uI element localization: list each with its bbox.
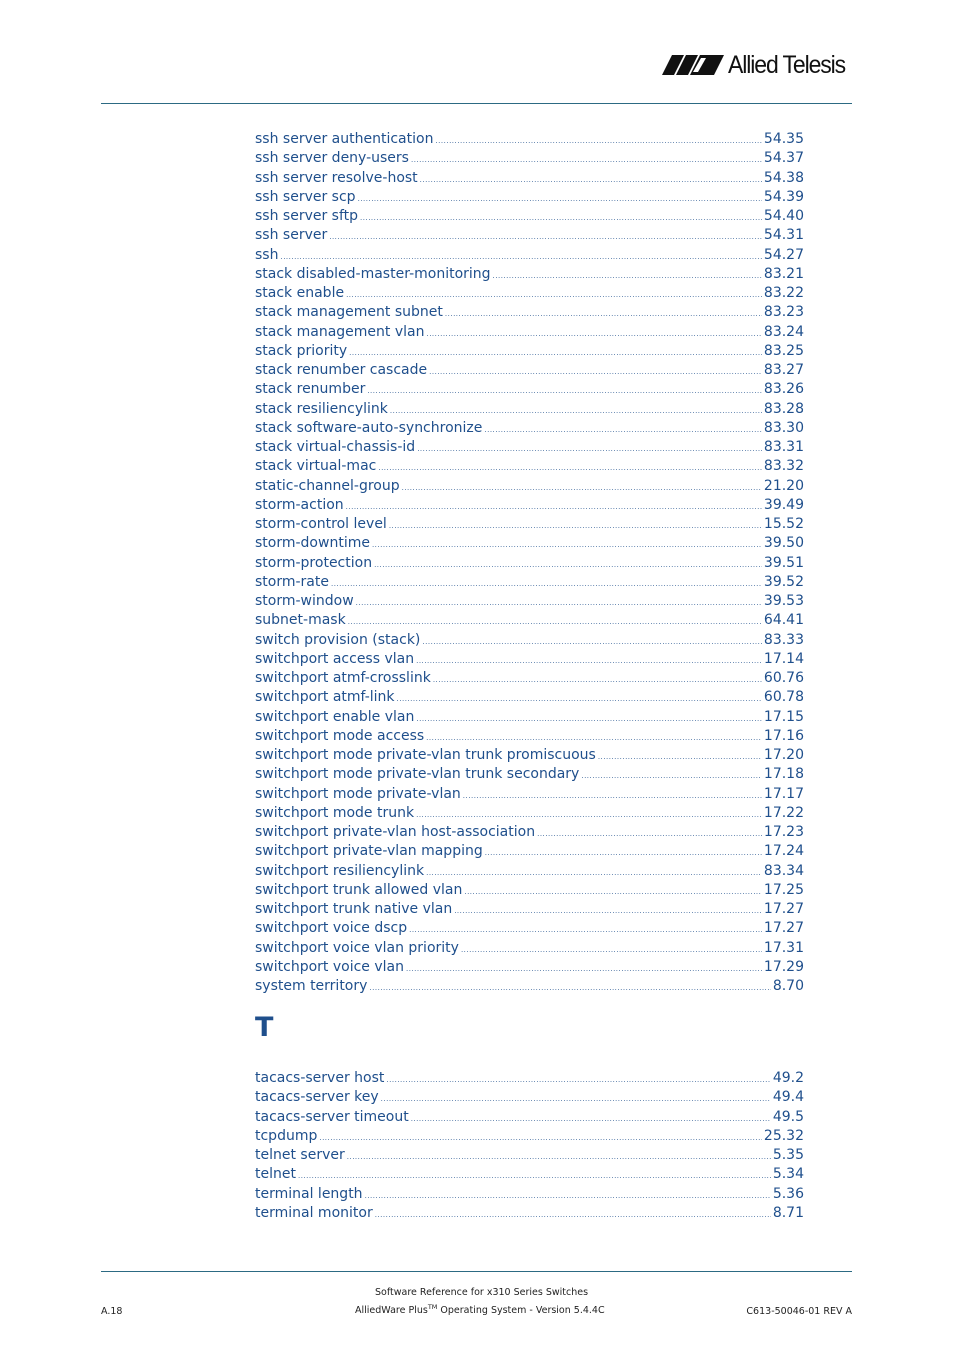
dot-leader: [319, 1129, 762, 1148]
dot-leader: [360, 209, 762, 228]
index-page-link[interactable]: 17.18: [763, 766, 804, 783]
index-term-link[interactable]: ssh server authentication: [255, 131, 434, 147]
index-page-link[interactable]: 83.25: [763, 342, 804, 359]
index-term-link[interactable]: stack virtual-chassis-id: [255, 439, 416, 455]
index-page-link[interactable]: 49.4: [772, 1089, 804, 1106]
dot-leader: [598, 748, 762, 767]
index-list-s: [255, 130, 804, 996]
footer-doc-id: C613-50046-01 REV A: [746, 1306, 852, 1317]
index-entry[interactable]: [255, 900, 804, 919]
dot-leader: [397, 690, 762, 709]
index-page-link[interactable]: 60.78: [763, 689, 804, 706]
dot-leader: [386, 1071, 770, 1090]
index-entry[interactable]: [255, 611, 804, 630]
dot-leader: [374, 556, 762, 575]
footer-product: AlliedWare Plus: [355, 1305, 428, 1317]
index-page-link[interactable]: 83.34: [763, 862, 804, 879]
index-term-link[interactable]: stack management vlan: [255, 323, 425, 340]
index-term-link[interactable]: stack renumber cascade: [255, 362, 428, 378]
index-entry[interactable]: [255, 207, 804, 226]
dot-leader: [426, 864, 762, 883]
index-entry[interactable]: [255, 265, 804, 284]
index-entry[interactable]: [255, 977, 804, 996]
index-page-link[interactable]: 8.71: [772, 1204, 804, 1221]
dot-leader: [356, 594, 762, 613]
dot-leader: [329, 228, 762, 247]
index-page-link[interactable]: 39.49: [763, 496, 804, 513]
index-entry[interactable]: [255, 1088, 804, 1107]
index-page-link[interactable]: 17.22: [763, 804, 804, 821]
dot-leader: [347, 1148, 771, 1167]
index-page-link[interactable]: 5.34: [772, 1166, 804, 1183]
dot-leader: [493, 267, 762, 286]
index-term-link[interactable]: switchport trunk native vlan: [255, 901, 453, 917]
dot-leader: [381, 1090, 771, 1109]
index-page-link[interactable]: 39.52: [763, 573, 804, 590]
index-term-link[interactable]: subnet-mask: [255, 612, 346, 629]
index-term-link[interactable]: storm-control level: [255, 516, 387, 532]
dot-leader: [429, 363, 762, 382]
index-page-link[interactable]: 83.27: [763, 362, 804, 378]
index-page-link[interactable]: 25.32: [763, 1127, 804, 1144]
dot-leader: [461, 941, 762, 960]
allied-telesis-logo: [662, 50, 855, 80]
dot-leader: [346, 498, 762, 517]
index-term-link[interactable]: storm-downtime: [255, 535, 370, 552]
index-entry[interactable]: [255, 631, 804, 650]
index-entry[interactable]: [255, 1204, 804, 1223]
index-term-link[interactable]: switchport mode private-vlan trunk secondary: [255, 766, 580, 783]
dot-leader: [426, 325, 761, 344]
index-term-link[interactable]: storm-action: [255, 496, 344, 513]
section-heading-t: T: [255, 1012, 274, 1043]
dot-leader: [372, 536, 762, 555]
index-entry[interactable]: [255, 284, 804, 303]
index-page-link[interactable]: 60.76: [763, 670, 804, 686]
index-term-link[interactable]: switchport private-vlan host-association: [255, 824, 536, 840]
index-term-link[interactable]: stack virtual-mac: [255, 458, 377, 475]
dot-leader: [433, 671, 762, 690]
index-page-link[interactable]: 54.38: [763, 169, 804, 186]
index-term-link[interactable]: switchport resiliencylink: [255, 862, 425, 879]
dot-leader: [445, 305, 762, 324]
dot-leader: [369, 979, 770, 998]
logo-wordmark: Allied Telesis: [728, 51, 846, 79]
index-page-link[interactable]: 39.50: [763, 535, 804, 552]
dot-leader: [416, 652, 762, 671]
footer-trademark: TM: [427, 1303, 438, 1311]
index-entry[interactable]: [255, 419, 804, 438]
index-term-link[interactable]: switchport atmf-link: [255, 689, 395, 706]
index-term-link[interactable]: ssh server sftp: [255, 208, 359, 224]
index-entry[interactable]: [255, 823, 804, 842]
index-entry[interactable]: [255, 438, 804, 457]
index-entry[interactable]: [255, 1165, 804, 1184]
dot-leader: [367, 382, 762, 401]
dot-leader: [417, 440, 762, 459]
index-page-link[interactable]: 54.39: [763, 188, 804, 205]
dot-leader: [463, 787, 762, 806]
dot-leader: [435, 132, 761, 151]
footer-title: Software Reference for x310 Series Switches: [375, 1287, 589, 1298]
index-page-link[interactable]: 21.20: [763, 477, 804, 494]
index-term-link[interactable]: ssh server deny-users: [255, 150, 409, 167]
index-entry[interactable]: [255, 958, 804, 977]
index-term-link[interactable]: stack resiliencylink: [255, 400, 388, 417]
index-page-link[interactable]: 8.70: [772, 978, 804, 994]
dot-leader: [411, 1110, 771, 1129]
index-page-link[interactable]: 49.5: [772, 1108, 804, 1125]
index-entry[interactable]: [255, 1127, 804, 1146]
index-page-link[interactable]: 83.22: [763, 285, 804, 301]
index-term-link[interactable]: stack management subnet: [255, 304, 443, 321]
index-term-link[interactable]: switchport access vlan: [255, 650, 415, 667]
index-page-link[interactable]: 83.33: [763, 631, 804, 648]
index-term-link[interactable]: stack priority: [255, 342, 348, 359]
index-term-link[interactable]: ssh server resolve-host: [255, 169, 418, 186]
index-entry[interactable]: [255, 188, 804, 207]
dot-leader: [485, 844, 762, 863]
index-term-link[interactable]: switchport voice dscp: [255, 920, 408, 937]
dot-leader: [358, 190, 762, 209]
index-page-link[interactable]: 17.29: [763, 958, 804, 975]
index-entry[interactable]: [255, 592, 804, 611]
index-term-link[interactable]: storm-window: [255, 593, 354, 609]
index-term-link[interactable]: switch provision (stack): [255, 631, 421, 648]
index-entry[interactable]: [255, 457, 804, 476]
dot-leader: [581, 767, 762, 786]
index-entry[interactable]: [255, 303, 804, 322]
index-entry[interactable]: [255, 400, 804, 419]
index-term-link[interactable]: tacacs-server timeout: [255, 1108, 409, 1125]
index-term-link[interactable]: switchport private-vlan mapping: [255, 843, 483, 860]
index-entry[interactable]: [255, 534, 804, 553]
footer-page-number: A.18: [101, 1306, 123, 1317]
dot-leader: [484, 421, 762, 440]
index-page-link[interactable]: 83.24: [763, 323, 804, 340]
index-page-link[interactable]: 17.24: [763, 843, 804, 860]
dot-leader: [402, 479, 762, 498]
index-entry[interactable]: [255, 149, 804, 168]
index-term-link[interactable]: telnet: [255, 1166, 296, 1183]
index-entry[interactable]: [255, 708, 804, 727]
index-term-link[interactable]: switchport mode access: [255, 727, 425, 744]
index-entry[interactable]: [255, 1146, 804, 1165]
index-term-link[interactable]: switchport mode private-vlan: [255, 785, 461, 802]
index-page-link[interactable]: 54.40: [763, 208, 804, 224]
dot-leader: [537, 825, 762, 844]
index-page-link[interactable]: 83.21: [763, 265, 804, 282]
index-entry[interactable]: [255, 804, 804, 823]
header-rule: [101, 103, 852, 104]
index-entry[interactable]: [255, 323, 804, 342]
index-entry[interactable]: [255, 765, 804, 784]
index-entry[interactable]: [255, 246, 804, 265]
index-entry[interactable]: [255, 785, 804, 804]
index-term-link[interactable]: ssh server scp: [255, 188, 356, 205]
index-term-link[interactable]: switchport atmf-crosslink: [255, 670, 431, 686]
index-term-link[interactable]: switchport voice vlan priority: [255, 939, 459, 956]
index-entry[interactable]: [255, 380, 804, 399]
index-entry[interactable]: [255, 515, 804, 534]
dot-leader: [389, 517, 762, 536]
index-page-link[interactable]: 39.51: [763, 554, 804, 571]
index-page-link[interactable]: 5.35: [772, 1147, 804, 1163]
index-term-link[interactable]: switchport mode trunk: [255, 804, 415, 821]
footer-version: [355, 1303, 605, 1316]
index-entry[interactable]: [255, 1069, 804, 1088]
index-page-link[interactable]: 17.27: [763, 920, 804, 937]
index-term-link[interactable]: storm-protection: [255, 554, 373, 571]
index-term-link[interactable]: tcpdump: [255, 1127, 318, 1144]
index-page-link[interactable]: 17.27: [763, 901, 804, 917]
index-term-link[interactable]: stack software-auto-synchronize: [255, 419, 483, 436]
index-page-link[interactable]: 64.41: [763, 612, 804, 629]
index-entry[interactable]: [255, 842, 804, 861]
dot-leader: [422, 633, 762, 652]
index-page-link[interactable]: 54.31: [763, 227, 804, 244]
dot-leader: [416, 710, 762, 729]
index-page-link[interactable]: 54.35: [763, 131, 804, 147]
index-term-link[interactable]: switchport enable vlan: [255, 708, 415, 725]
index-term-link[interactable]: stack renumber: [255, 381, 366, 398]
index-page-link[interactable]: 17.14: [763, 650, 804, 667]
index-page-link[interactable]: 39.53: [763, 593, 804, 609]
index-term-link[interactable]: system territory: [255, 978, 368, 994]
index-page-link[interactable]: 49.2: [772, 1070, 804, 1086]
index-term-link[interactable]: switchport voice vlan: [255, 958, 404, 975]
dot-leader: [454, 902, 762, 921]
allied-telesis-logo-mark-icon: [662, 55, 724, 75]
dot-leader: [365, 1187, 771, 1206]
index-entry[interactable]: [255, 919, 804, 938]
index-entry[interactable]: [255, 669, 804, 688]
dot-leader: [298, 1167, 771, 1186]
index-term-link[interactable]: switchport trunk allowed vlan: [255, 881, 463, 898]
index-term-link[interactable]: stack enable: [255, 285, 345, 301]
dot-leader: [378, 459, 762, 478]
dot-leader: [375, 1206, 771, 1225]
index-term-link[interactable]: storm-rate: [255, 573, 329, 590]
index-page-link[interactable]: 83.30: [763, 419, 804, 436]
index-entry[interactable]: [255, 361, 804, 380]
footer-version-text: Operating System - Version 5.4.4C: [437, 1305, 605, 1317]
index-entry[interactable]: [255, 496, 804, 515]
index-page-link[interactable]: 5.36: [772, 1185, 804, 1202]
index-page-link[interactable]: 83.31: [763, 439, 804, 455]
index-page-link[interactable]: 17.20: [763, 747, 804, 763]
index-page-link[interactable]: 83.32: [763, 458, 804, 475]
dot-leader: [409, 921, 762, 940]
index-page-link[interactable]: 15.52: [763, 516, 804, 532]
dot-leader: [411, 151, 762, 170]
index-page-link[interactable]: 83.28: [763, 400, 804, 417]
index-page-link[interactable]: 17.15: [763, 708, 804, 725]
index-entry[interactable]: [255, 939, 804, 958]
index-entry[interactable]: [255, 746, 804, 765]
index-list-t: [255, 1069, 804, 1223]
index-entry[interactable]: [255, 650, 804, 669]
index-entry[interactable]: [255, 1108, 804, 1127]
dot-leader: [406, 960, 762, 979]
footer-rule: [101, 1271, 852, 1272]
index-entry[interactable]: [255, 1185, 804, 1204]
dot-leader: [331, 575, 762, 594]
index-term-link[interactable]: telnet server: [255, 1147, 345, 1163]
index-page-link[interactable]: 17.31: [763, 939, 804, 956]
dot-leader: [464, 883, 762, 902]
index-entry[interactable]: [255, 862, 804, 881]
index-term-link[interactable]: terminal monitor: [255, 1204, 373, 1221]
index-entry[interactable]: [255, 342, 804, 361]
index-term-link[interactable]: tacacs-server key: [255, 1089, 379, 1106]
index-term-link[interactable]: stack disabled-master-monitoring: [255, 265, 491, 282]
index-entry[interactable]: [255, 477, 804, 496]
index-term-link[interactable]: tacacs-server host: [255, 1070, 385, 1086]
index-page-link[interactable]: 54.37: [763, 150, 804, 167]
index-entry[interactable]: [255, 573, 804, 592]
index-page-link[interactable]: 17.25: [763, 881, 804, 898]
index-entry[interactable]: [255, 688, 804, 707]
dot-leader: [420, 171, 762, 190]
index-term-link[interactable]: ssh server: [255, 227, 328, 244]
index-entry[interactable]: [255, 226, 804, 245]
index-page-link[interactable]: 17.16: [763, 727, 804, 744]
index-page-link[interactable]: 17.23: [763, 824, 804, 840]
index-entry[interactable]: [255, 130, 804, 149]
index-entry[interactable]: [255, 169, 804, 188]
index-entry[interactable]: [255, 727, 804, 746]
index-term-link[interactable]: switchport mode private-vlan trunk promiscuous: [255, 747, 596, 763]
index-term-link[interactable]: terminal length: [255, 1185, 363, 1202]
index-term-link[interactable]: ssh: [255, 246, 279, 263]
index-entry[interactable]: [255, 554, 804, 573]
index-term-link[interactable]: static-channel-group: [255, 477, 400, 494]
index-page-link[interactable]: 83.26: [763, 381, 804, 398]
index-page-link[interactable]: 17.17: [763, 785, 804, 802]
index-page-link[interactable]: 83.23: [763, 304, 804, 321]
index-entry[interactable]: [255, 881, 804, 900]
index-page-link[interactable]: 54.27: [763, 246, 804, 263]
